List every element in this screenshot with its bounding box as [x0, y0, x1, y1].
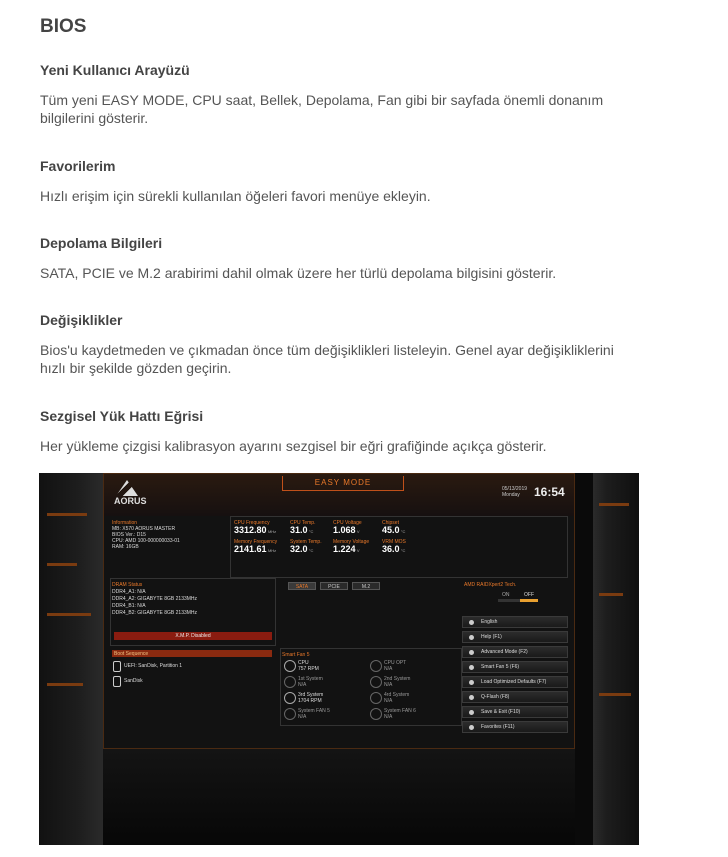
help-icon	[469, 635, 474, 640]
boot-title: Boot Sequence	[114, 651, 149, 657]
vrm-value: 36.0 °C	[382, 544, 406, 554]
info-cpu: CPU: AMD 100-000000033-01	[112, 538, 180, 544]
chipset-value: 45.0 °C	[382, 525, 406, 535]
flash-icon	[469, 695, 474, 700]
bios-side-panel-left	[39, 473, 103, 845]
dram-b2: DDR4_B2: GIGABYTE 8GB 2133MHz	[112, 610, 198, 616]
usb-drive-icon	[113, 661, 121, 672]
section-storage	[40, 235, 640, 282]
tab-sata[interactable]: SATA	[288, 582, 316, 590]
bios-main-window	[103, 473, 575, 749]
info-bios: BIOS Ver.: D15	[112, 532, 146, 538]
fan-icon	[284, 660, 296, 672]
fan-sys3: 3rd System 1704 RPM	[298, 692, 324, 704]
cpu-volt-value: 1.068 V	[333, 525, 360, 535]
section-heading: Depolama Bilgileri	[40, 235, 163, 251]
section-body: SATA, PCIE ve M.2 arabirimi dahil olmak üzere her türlü depolama bilgisini gösterir.	[40, 265, 557, 281]
menu-smart-fan[interactable]: Smart Fan 5 (F6)	[462, 661, 568, 673]
page-title: BIOS	[40, 16, 87, 37]
dram-b1: DDR4_B1: N/A	[112, 603, 146, 609]
section-favorites	[40, 158, 640, 205]
reload-icon	[469, 680, 474, 685]
aorus-wordmark: AORUS	[114, 496, 147, 506]
info-mb: MB: X570 AORUS MASTER	[112, 526, 176, 532]
cpu-freq-value: 3312.80 MHz	[234, 525, 277, 535]
section-body: Her yükleme çizgisi kalibrasyon ayarını sezgisel bir eğri grafiğinde açıkça gösterir.	[40, 438, 547, 454]
cpu-volt-label: CPU Voltage	[333, 520, 362, 526]
fan-icon	[284, 708, 296, 720]
section-heading: Sezgisel Yük Hattı Eğrisi	[40, 408, 204, 424]
fan-icon	[284, 676, 296, 688]
dram-a1: DDR4_A1: N/A	[112, 589, 146, 595]
fan-icon	[370, 708, 382, 720]
mem-volt-label: Memory Voltage	[333, 539, 370, 545]
bios-reflection	[103, 749, 575, 845]
fan-sys5: System FAN 5 N/A	[298, 708, 330, 720]
section-heading: Değişiklikler	[40, 312, 123, 328]
raidxpert-on[interactable]: ON	[502, 592, 510, 598]
cpu-freq-label: CPU Frequency	[234, 520, 270, 526]
fan-icon	[469, 665, 474, 670]
info-title: Information	[112, 520, 138, 526]
boot-item-1[interactable]: UEFI: SanDisk, Partition 1	[124, 663, 183, 669]
sys-temp-label: System Temp.	[290, 539, 322, 545]
fan-cpu: CPU 757 RPM	[298, 660, 319, 672]
raidxpert-title: AMD RAIDXpert2 Tech.	[464, 582, 517, 588]
section-body: Tüm yeni EASY MODE, CPU saat, Bellek, Depolama, Fan gibi bir sayfada önemli donanım bilgilerini gösterir.	[40, 92, 604, 126]
cpu-temp-value: 31.0 °C	[290, 525, 314, 535]
date-text: 05/13/2019	[502, 486, 528, 492]
menu-advanced-mode[interactable]: Advanced Mode (F2)	[462, 646, 568, 658]
section-heading: Favorilerim	[40, 158, 116, 174]
bios-date	[502, 486, 527, 498]
menu-help[interactable]: Help (F1)	[462, 631, 568, 643]
section-body: Hızlı erişim için sürekli kullanılan öğeleri favori menüye ekleyin.	[40, 188, 431, 204]
fan-sys6: System FAN 6 N/A	[384, 708, 416, 720]
xmp-button[interactable]: X.M.P. Disabled	[114, 632, 272, 640]
favorites-icon	[469, 725, 474, 730]
globe-icon	[469, 620, 474, 625]
fan-icon	[370, 676, 382, 688]
menu-qflash[interactable]: Q-Flash (F8)	[462, 691, 568, 703]
menu-favorites[interactable]: Favorites (F11)	[462, 721, 568, 733]
bios-side-panel-right	[593, 473, 639, 845]
smart-fan-title: Smart Fan 5	[282, 652, 310, 658]
fan-cpu-opt: CPU OPT N/A	[384, 660, 407, 672]
menu-language[interactable]: English	[462, 616, 568, 628]
fan-sys2: 2nd System N/A	[384, 676, 411, 688]
mem-volt-value: 1.224 V	[333, 544, 360, 554]
dram-a2: DDR4_A2: GIGABYTE 8GB 2133MHz	[112, 596, 198, 602]
menu-save-exit[interactable]: Save & Exit (F10)	[462, 706, 568, 718]
usb-drive-icon	[113, 676, 121, 687]
mem-freq-value: 2141.61 MHz	[234, 544, 277, 554]
fan-icon	[370, 692, 382, 704]
tab-m2[interactable]: M.2	[352, 582, 380, 590]
section-loadline	[40, 408, 640, 455]
bios-screenshot	[39, 473, 639, 845]
aorus-eagle-icon	[116, 480, 138, 496]
raidxpert-toggle-thumb	[520, 599, 538, 602]
section-body: Bios'u kaydetmeden ve çıkmadan önce tüm değişiklikleri listeleyin. Genel ayar değişikliklerini hızlı bir şekilde gözden geçirin.	[40, 342, 614, 376]
section-heading: Yeni Kullanıcı Arayüzü	[40, 62, 190, 78]
mem-freq-label: Memory Frequency	[234, 539, 278, 545]
easy-mode-tab[interactable]: EASY MODE	[282, 476, 404, 491]
info-ram: RAM: 16GB	[112, 544, 139, 550]
tab-pcie[interactable]: PCIE	[320, 582, 348, 590]
section-changes	[40, 312, 640, 377]
fan-sys1: 1st System N/A	[298, 676, 323, 688]
chipset-label: Chipset	[382, 520, 399, 526]
cpu-temp-label: CPU Temp.	[290, 520, 316, 526]
aorus-logo	[114, 480, 147, 506]
vrm-label: VRM MOS	[382, 539, 406, 545]
raidxpert-toggle-track[interactable]	[498, 599, 538, 602]
fan-icon	[284, 692, 296, 704]
fan-sys4: 4rd System N/A	[384, 692, 410, 704]
day-text: Monday	[502, 492, 520, 498]
boot-item-2[interactable]: SanDisk	[124, 678, 143, 684]
sys-temp-value: 32.0 °C	[290, 544, 314, 554]
advanced-mode-icon	[469, 650, 474, 655]
menu-load-defaults[interactable]: Load Optimized Defaults (F7)	[462, 676, 568, 688]
section-new-ui	[40, 62, 640, 127]
fan-icon	[370, 660, 382, 672]
dram-title: DRAM Status	[112, 582, 143, 588]
save-icon	[469, 710, 474, 715]
bios-clock: 16:54	[534, 485, 565, 499]
raidxpert-off[interactable]: OFF	[524, 592, 534, 598]
